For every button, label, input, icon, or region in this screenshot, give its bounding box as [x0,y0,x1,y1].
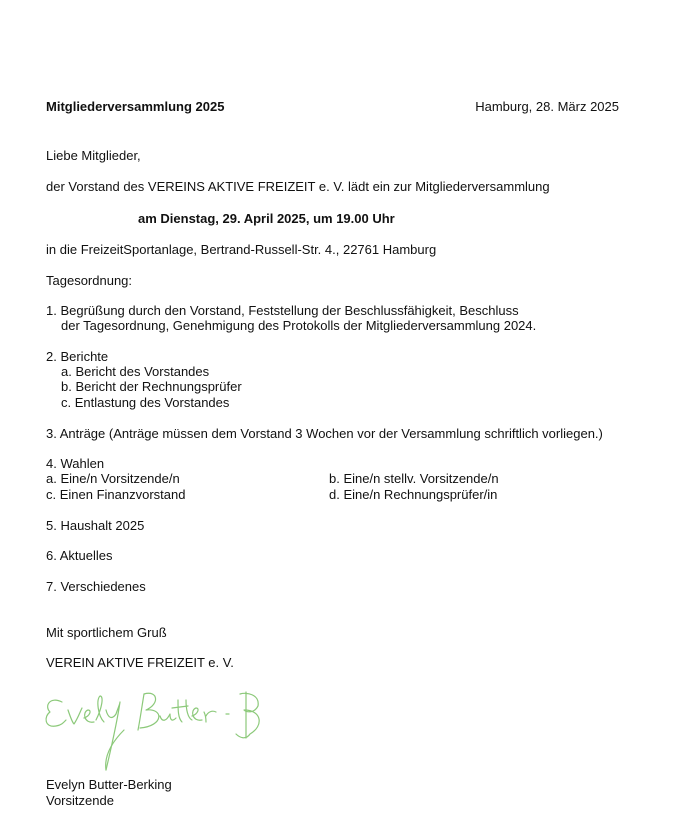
agenda-item-2: 2. Berichte [46,349,109,364]
signer-role: Vorsitzende [46,793,114,808]
agenda-item-1-cont: der Tagesordnung, Genehmigung des Protokolls der Mitgliederversammlung 2024. [61,318,537,333]
agenda-item-7: 7. Verschiedenes [46,579,146,594]
agenda-item-2a: a. Bericht des Vorstandes [61,364,210,379]
meeting-datetime: am Dienstag, 29. April 2025, um 19.00 Uhr [138,211,395,226]
place-date: Hamburg, 28. März 2025 [475,99,619,114]
invitation-text: der Vorstand des VEREINS AKTIVE FREIZEIT e. V. lädt ein zur Mitgliederversammlung [46,179,550,194]
agenda-item-3: 3. Anträge (Anträge müssen dem Vorstand 3 Wochen vor der Versammlung schriftlich vorliegen.) [46,426,603,441]
agenda-item-6: 6. Aktuelles [46,548,113,563]
letter-heading: Mitgliederversammlung 2025 [46,99,225,114]
agenda-item-2c: c. Entlastung des Vorstandes [61,395,230,410]
agenda-label: Tagesordnung: [46,273,133,288]
agenda-item-4b: b. Eine/n stellv. Vorsitzende/n [329,471,499,486]
agenda-item-2b: b. Bericht der Rechnungsprüfer [61,379,242,394]
agenda-item-5: 5. Haushalt 2025 [46,518,145,533]
salutation: Liebe Mitglieder, [46,148,141,163]
handwritten-signature [40,686,270,776]
closing: Mit sportlichem Gruß [46,625,167,640]
agenda-item-4a: a. Eine/n Vorsitzende/n [46,471,180,486]
agenda-item-4d: d. Eine/n Rechnungsprüfer/in [329,487,498,502]
agenda-item-4: 4. Wahlen [46,456,105,471]
signer-name: Evelyn Butter-Berking [46,777,172,792]
venue: in die FreizeitSportanlage, Bertrand-Russell-Str. 4., 22761 Hamburg [46,242,437,257]
organization-name: VEREIN AKTIVE FREIZEIT e. V. [46,655,234,670]
agenda-item-4c: c. Einen Finanzvorstand [46,487,186,502]
agenda-item-1: 1. Begrüßung durch den Vorstand, Feststellung der Beschlussfähigkeit, Beschluss [46,303,519,318]
